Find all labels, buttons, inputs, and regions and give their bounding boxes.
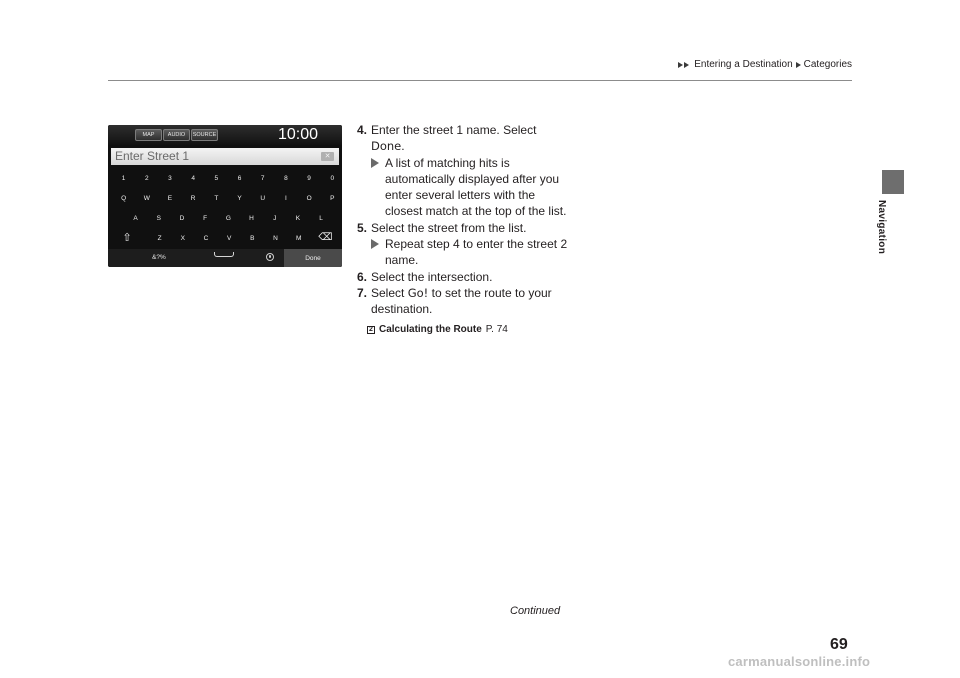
symbols-key[interactable]: &?% — [152, 254, 166, 261]
key[interactable]: E — [167, 195, 173, 202]
continued-label: Continued — [510, 605, 561, 617]
source-button[interactable]: SOURCE — [191, 129, 218, 141]
shift-icon[interactable]: ⇧ — [122, 232, 132, 244]
key[interactable]: K — [295, 215, 301, 222]
page-number: 69 — [830, 636, 848, 653]
key[interactable]: G — [225, 215, 231, 222]
clock: 10:00 — [277, 126, 318, 143]
key[interactable]: 9 — [307, 175, 311, 182]
step-text: Select — [371, 285, 405, 300]
result-text: A list of matching hits is automatically displayed after you enter several letters with the closest match at the top of the list. — [385, 155, 567, 219]
step-text-end: . — [401, 139, 405, 154]
key[interactable]: 0 — [330, 175, 335, 182]
keyboard-row-bottom — [116, 233, 342, 244]
key[interactable]: C — [203, 235, 209, 242]
keyboard-row-numbers — [112, 175, 342, 182]
key[interactable]: Y — [237, 195, 242, 202]
key[interactable]: X — [180, 235, 185, 242]
step-number: 6. — [357, 269, 368, 284]
ui-term-go: Go! — [407, 285, 429, 300]
cross-reference-page: P. 74 — [485, 323, 508, 335]
key[interactable]: D — [179, 215, 185, 222]
voice-icon[interactable] — [266, 253, 274, 261]
navigation-screen-illustration — [108, 125, 342, 267]
key[interactable]: 6 — [237, 175, 242, 182]
step-5-result — [371, 236, 572, 269]
step-text: Select the street from the list. — [371, 220, 527, 235]
map-button[interactable]: MAP — [135, 129, 162, 141]
key[interactable]: J — [273, 215, 277, 222]
done-button[interactable]: Done — [284, 249, 342, 267]
key[interactable]: 3 — [168, 175, 172, 182]
key[interactable]: S — [156, 215, 161, 222]
cross-reference-icon: 2 — [367, 326, 375, 334]
breadcrumb-item[interactable]: Categories — [803, 59, 852, 70]
audio-button[interactable]: AUDIO — [163, 129, 190, 141]
street-entry-field[interactable] — [111, 148, 339, 165]
breadcrumb-item[interactable]: Entering a Destination — [694, 59, 793, 70]
ui-term-done: Done — [371, 139, 402, 154]
result-arrow-icon — [371, 158, 379, 168]
key[interactable]: U — [260, 195, 266, 202]
key[interactable]: N — [273, 235, 278, 242]
step-5 — [357, 220, 572, 236]
step-7 — [357, 285, 572, 318]
key[interactable]: P — [330, 195, 335, 202]
result-text: Repeat step 4 to enter the street 2 name. — [385, 237, 568, 268]
step-number: 7. — [357, 285, 368, 300]
step-text: Enter the street 1 name. Select — [371, 123, 537, 137]
cross-reference-title: Calculating the Route — [379, 323, 482, 335]
key[interactable]: F — [203, 215, 208, 222]
header-divider — [108, 80, 852, 81]
key[interactable]: I — [285, 195, 287, 202]
key[interactable]: A — [133, 215, 138, 222]
step-number: 4. — [357, 123, 368, 137]
key[interactable]: L — [319, 215, 323, 222]
screen-top-bar — [108, 125, 342, 145]
key[interactable]: H — [249, 215, 254, 222]
chapter-tab — [882, 170, 904, 194]
keyboard-bottom-bar — [108, 249, 342, 267]
key[interactable]: 7 — [260, 175, 265, 182]
keyboard-row-home — [124, 215, 342, 222]
cross-reference-link[interactable] — [357, 322, 572, 338]
key[interactable]: Z — [157, 235, 162, 242]
step-text: to set the route to your destination. — [371, 285, 552, 317]
key[interactable]: 2 — [144, 175, 149, 182]
key[interactable]: 8 — [284, 175, 288, 182]
step-number: 5. — [357, 220, 368, 235]
step-text: Select the intersection. — [371, 269, 493, 284]
result-arrow-icon — [371, 239, 379, 249]
clear-icon[interactable]: ✕ — [321, 152, 334, 161]
step-4 — [357, 122, 572, 155]
step-4-result — [371, 155, 572, 220]
street-entry-placeholder: Enter Street 1 — [115, 149, 190, 163]
breadcrumb-arrow-icon — [796, 62, 801, 68]
key[interactable]: W — [143, 195, 150, 202]
key[interactable]: V — [226, 235, 232, 242]
key[interactable]: 4 — [191, 175, 195, 182]
key[interactable]: 5 — [214, 175, 219, 182]
key[interactable]: B — [250, 235, 255, 242]
key[interactable]: M — [296, 235, 302, 242]
key[interactable]: O — [306, 195, 312, 202]
space-icon[interactable] — [214, 252, 234, 257]
chapter-label: Navigation — [876, 200, 887, 255]
key[interactable]: 1 — [121, 175, 126, 182]
key[interactable]: R — [190, 195, 196, 202]
steps-list — [357, 122, 572, 338]
keyboard-row-qwerty — [112, 195, 342, 202]
backspace-icon[interactable]: ⌫ — [318, 232, 333, 243]
breadcrumb — [678, 59, 852, 70]
step-6 — [357, 269, 572, 285]
key[interactable]: Q — [121, 195, 127, 202]
breadcrumb-arrow-icon — [678, 62, 689, 68]
watermark-text: carmanualsonline.info — [728, 654, 871, 669]
key[interactable]: T — [214, 195, 219, 202]
